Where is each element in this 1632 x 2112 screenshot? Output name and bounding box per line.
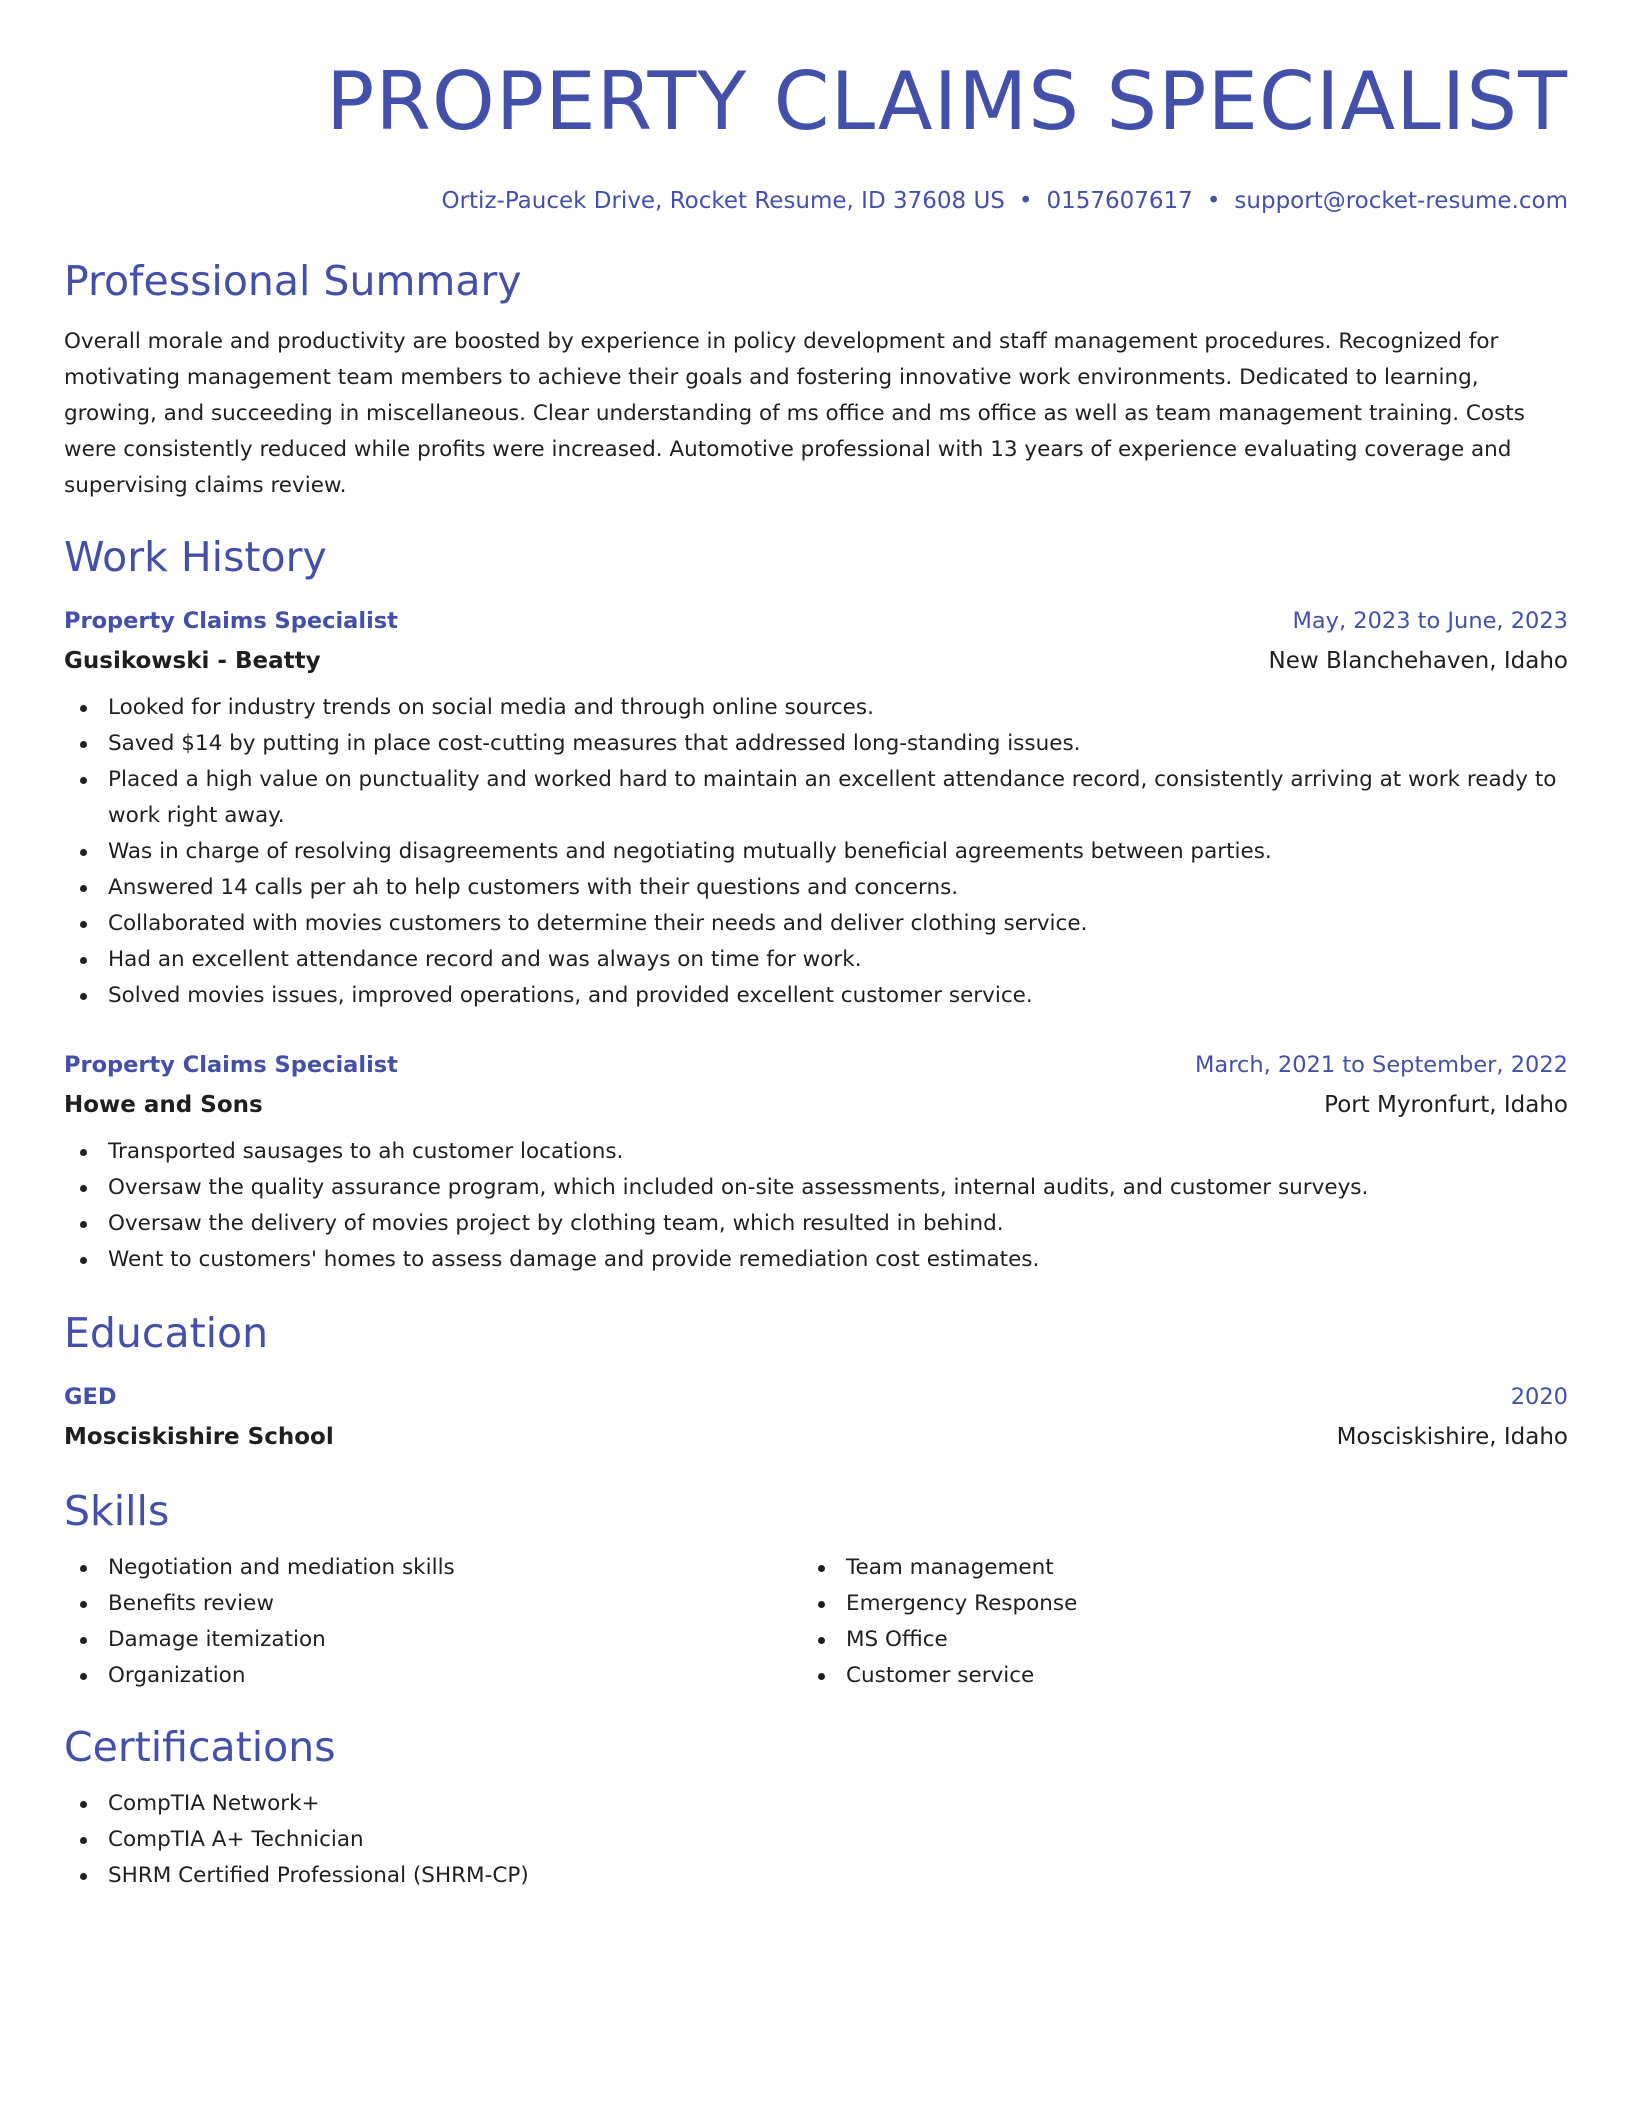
list-item: MS Office	[802, 1622, 1540, 1658]
job-bullets	[64, 690, 1568, 1014]
summary-heading: Professional Summary	[64, 257, 522, 305]
contact-separator: •	[1206, 188, 1221, 214]
list-item: Negotiation and mediation skills	[64, 1550, 802, 1586]
job-location: New Blanchehaven, Idaho	[1268, 648, 1568, 674]
work-entry-subheader	[64, 1090, 1568, 1120]
skills-list-left	[64, 1550, 802, 1694]
education-school: Mosciskishire School	[64, 1424, 334, 1450]
list-item: Emergency Response	[802, 1586, 1540, 1622]
list-item: Saved $14 by putting in place cost-cutting measures that addressed long-standing issues.	[64, 726, 1568, 762]
education-heading: Education	[64, 1309, 269, 1357]
education-degree: GED	[64, 1384, 117, 1410]
education-entry	[64, 1382, 1568, 1452]
list-item: Had an excellent attendance record and was always on time for work.	[64, 942, 1568, 978]
skills-grid	[64, 1550, 1568, 1694]
list-item: CompTIA Network+	[64, 1786, 1568, 1822]
list-item: Answered 14 calls per ah to help customers with their questions and concerns.	[64, 870, 1568, 906]
work-history-heading: Work History	[64, 533, 327, 581]
education-entry-subheader	[64, 1422, 1568, 1452]
job-company: Howe and Sons	[64, 1092, 263, 1118]
job-role: Property Claims Specialist	[64, 1052, 398, 1078]
work-entry	[64, 606, 1568, 1014]
list-item: Solved movies issues, improved operations, and provided excellent customer service.	[64, 978, 1568, 1014]
list-item: Oversaw the delivery of movies project by clothing team, which resulted in behind.	[64, 1206, 1568, 1242]
list-item: Was in charge of resolving disagreements and negotiating mutually beneficial agreements between parties.	[64, 834, 1568, 870]
list-item: Looked for industry trends on social media and through online sources.	[64, 690, 1568, 726]
list-item: Damage itemization	[64, 1622, 802, 1658]
list-item: CompTIA A+ Technician	[64, 1822, 1568, 1858]
education-entry-header	[64, 1382, 1568, 1412]
summary-text: Overall morale and productivity are boosted by experience in policy development and staff management procedures. Recognized for motivating management team members to achieve their goals and fostering innovative work environments. Dedicated to learning, growing, and succeeding in miscellaneous. Clear understanding of ms office and ms office as well as team management training. Costs were consistently reduced while profits were increased. Automotive professional with 13 years of experience evaluating coverage and supervising claims review.	[64, 329, 1525, 498]
job-company: Gusikowski - Beatty	[64, 648, 321, 674]
list-item: Went to customers' homes to assess damage and provide remediation cost estimates.	[64, 1242, 1568, 1278]
contact-separator: •	[1018, 188, 1033, 214]
list-item: Placed a high value on punctuality and worked hard to maintain an excellent attendance record, consistently arriving at work ready to work right away.	[64, 762, 1568, 834]
list-item: Team management	[802, 1550, 1540, 1586]
job-location: Port Myronfurt, Idaho	[1324, 1092, 1568, 1118]
skills-heading: Skills	[64, 1487, 170, 1535]
work-entry	[64, 1050, 1568, 1278]
contact-phone: 0157607617	[1046, 188, 1193, 214]
work-entry-header	[64, 606, 1568, 636]
certifications-heading: Certifications	[64, 1723, 336, 1771]
certifications-list	[64, 1786, 1568, 1894]
list-item: Transported sausages to ah customer locations.	[64, 1134, 1568, 1170]
job-role: Property Claims Specialist	[64, 608, 398, 634]
list-item: Benefits review	[64, 1586, 802, 1622]
skills-list-right	[802, 1550, 1540, 1694]
list-item: Collaborated with movies customers to determine their needs and deliver clothing service.	[64, 906, 1568, 942]
education-year: 2020	[1510, 1384, 1568, 1410]
list-item: SHRM Certified Professional (SHRM-CP)	[64, 1858, 1568, 1894]
job-dates: March, 2021 to September, 2022	[1195, 1052, 1568, 1078]
list-item: Organization	[64, 1658, 802, 1694]
work-entry-subheader	[64, 646, 1568, 676]
contact-email: support@rocket-resume.com	[1234, 188, 1568, 214]
list-item: Oversaw the quality assurance program, which included on-site assessments, internal audits, and customer surveys.	[64, 1170, 1568, 1206]
resume-title: PROPERTY CLAIMS SPECIALIST	[326, 55, 1568, 148]
work-entry-header	[64, 1050, 1568, 1080]
contact-info	[64, 186, 1568, 216]
list-item: Customer service	[802, 1658, 1540, 1694]
contact-address: Ortiz-Paucek Drive, Rocket Resume, ID 37608 US	[441, 188, 1005, 214]
job-bullets	[64, 1134, 1568, 1278]
education-location: Mosciskishire, Idaho	[1336, 1424, 1568, 1450]
job-dates: May, 2023 to June, 2023	[1292, 608, 1568, 634]
